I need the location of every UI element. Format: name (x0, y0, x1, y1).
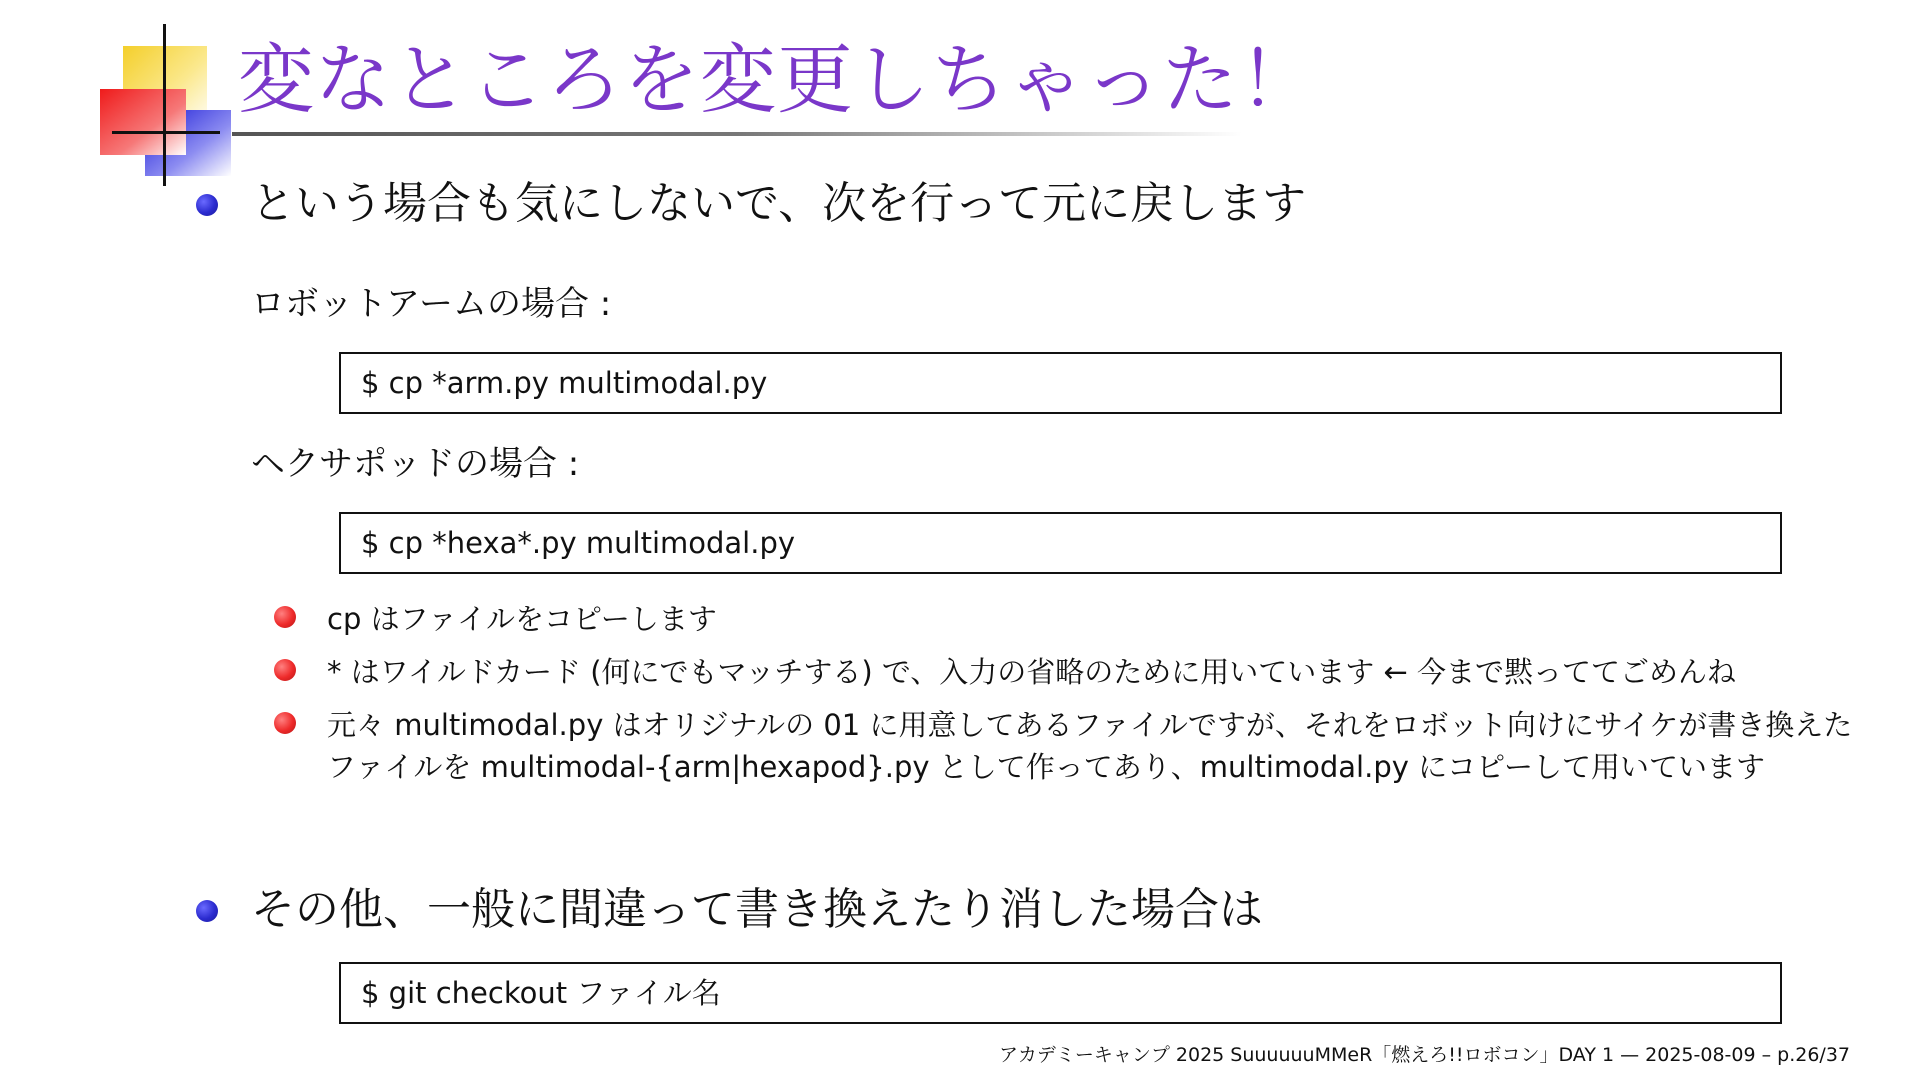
sub-bullet-dot-icon (274, 659, 296, 681)
sub-bullet-text: * はワイルドカード (何にでもマッチする) で、入力の省略のために用いています ← 今まで黙っててごめんね (327, 655, 1737, 689)
slide-title: 変なところを変更しちゃった！ (238, 35, 1316, 124)
code-block-hexapod: $ cp *hexa*.py multimodal.py (339, 512, 1782, 574)
bullet-text: という場合も気にしないで、次を行って元に戻します (251, 178, 1307, 229)
bullet-dot-icon (196, 900, 218, 922)
title-underline (232, 132, 1242, 136)
case-label-arm: ロボットアームの場合 : (251, 284, 612, 324)
bullet-text: その他、一般に間違って書き換えたり消した場合は (251, 884, 1263, 935)
slide-footer: アカデミーキャンプ 2025 SuuuuuuMMeR「燃えろ!!ロボコン」DAY 1 — 2025-08-09 – p.26/37 (999, 1044, 1850, 1066)
sub-bullet-dot-icon (274, 712, 296, 734)
red-square-icon (100, 89, 186, 155)
sub-bullet-dot-icon (274, 606, 296, 628)
slide-logo-icon (0, 0, 240, 190)
code-block-git: $ git checkout ファイル名 (339, 962, 1782, 1024)
code-block-arm: $ cp *arm.py multimodal.py (339, 352, 1782, 414)
logo-horizontal-line (112, 131, 220, 134)
logo-vertical-line (163, 24, 166, 186)
sub-bullet-text: cp はファイルをコピーします (327, 602, 717, 636)
bullet-dot-icon (196, 194, 218, 216)
case-label-hexapod: ヘクサポッドの場合 : (251, 444, 580, 484)
sub-bullet-text: 元々 multimodal.py はオリジナルの 01 に用意してあるファイルですが、それをロボット向けにサイケが書き換えた (327, 708, 1853, 742)
sub-bullet-text-continued: ファイルを multimodal-{arm|hexapod}.py として作ってあり、multimodal.py にコピーして用いています (327, 750, 1765, 784)
